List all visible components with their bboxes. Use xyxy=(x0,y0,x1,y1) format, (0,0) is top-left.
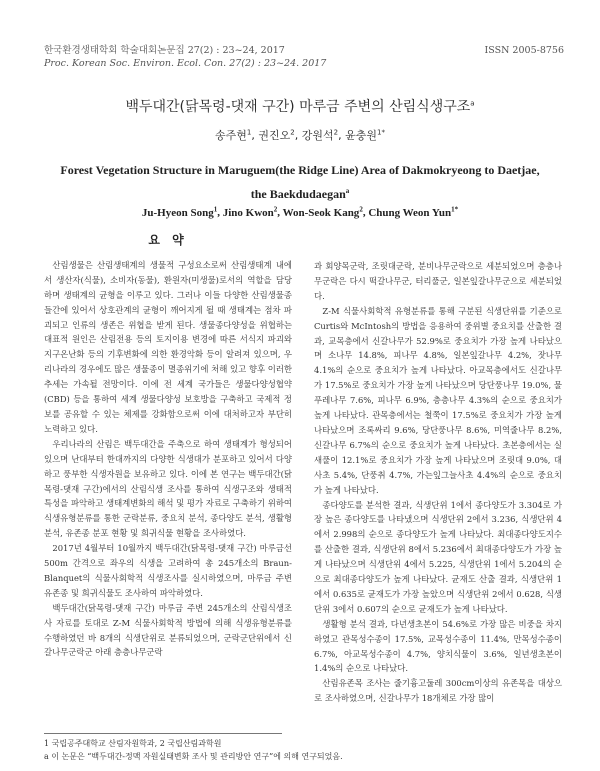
paper-title-ko-text: 백두대간(닭목령-댓재 구간) 마루금 주변의 산림식생구조 xyxy=(125,99,471,115)
footnote-funding: a 이 논문은 “백두대간-정맥 자원실태변화 조사 및 관리방안 연구”에 의해 연구되었음. xyxy=(44,752,343,761)
journal-citation-ko: 한국환경생태학회 학술대회논문집 27(2) : 23~24, 2017 xyxy=(44,45,285,56)
author-ko: 송주현$^1$ xyxy=(215,128,252,142)
body-paragraph: 우리나라의 산림은 백두대간을 주축으로 하여 생태계가 형성되어 있으며 난대부터 한대까지의 다양한 식생대가 분포하고 있어서 다양하고 풍부한 식생자원을 보유하고 있다. 이에 본 연구는 백두대간(닭목령-댓재 구간)에서의 산림식생 조사를 통하여 식생구조와 생태적 특성을 파악하고 생태계변화의 해석 및 평가 자료로 구축하기 위하여 식생유형분류를 통한 군락분류, 중요치 분석, 종다양도 분석, 생활형 분석, 유존종 분포 현황 및 희귀식물 현황을 조사하였다. xyxy=(44,438,292,539)
body-paragraph: 생활형 분석 결과, 다년생초본이 54.6%로 가장 많은 비중을 차지하였고 관목성수종이 17.5%, 교목성수종이 11.4%, 만목성수종이 6.7%, 아교목성수종이 4.7%, 양치식물이 3.6%, 일년생초본이 1.4%의 순으로 나타났다. xyxy=(314,618,562,674)
author-en: Jino Kwon$^2$ xyxy=(222,205,278,219)
abstract-heading: 요 약 xyxy=(148,233,188,247)
journal-header xyxy=(44,44,564,70)
author-en: Won-Seok Kang$^2$ xyxy=(282,205,363,219)
paper-title-ko-sup: a xyxy=(470,99,475,108)
author-list-en: Ju-Hyeon Song$^1$, Jino Kwon$^2$, Won-Seok Kang$^2$, Chung Weon Yun$^{1*}$ xyxy=(141,205,459,219)
author-list-ko: 송주현$^1$, 권진오$^2$, 강원석$^2$, 윤충원$^{1*}$ xyxy=(215,128,385,142)
author-en: Chung Weon Yun$^{1*}$ xyxy=(368,205,459,219)
author-en: Ju-Hyeon Song$^1$ xyxy=(141,205,218,219)
body-column-right xyxy=(314,259,562,706)
author-ko: 윤충원$^{1*}$ xyxy=(345,128,385,142)
paper-title-ko xyxy=(0,96,600,116)
issn: ISSN 2005-8756 xyxy=(484,45,564,56)
body-paragraph: 2017년 4월부터 10월까지 백두대간(닭목령-댓재 구간) 마루금선 500m 간격으로 좌우의 식생을 고려하여 총 245개소의 Braun-Blanquet의 식물사회학적 식생조사를 실시하였으며, 마루금 주변 유존종 및 희귀식물도 조사하여 파악하였다. xyxy=(44,543,292,598)
paper-title-en xyxy=(50,160,550,205)
body-paragraph: Z-M 식물사회학적 유형분류를 통해 구분된 식생단위를 기준으로 Curtis와 McIntosh의 방법을 응용하여 중위별 중요치를 산출한 결과, 교목층에서 신갈나무가 52.9%로 중요치가 가장 높게 나타났으며 소나무 14.8%, 피나무 4.8%, 일본잎갈나무 4.2%, 잣나무 4.1%의 순으로 중요치가 높게 나타났다. 아교목층에서도 신갈나무가 17.5%로 중요치가 가장 높게 나타났으며 당단풍나무 19.0%, 물푸레나무 7.6%, 피나무 6.9%, 층층나무 4.3%의 순으로 중요치가 높게 나타났다. 관목층에서는 철쭉이 17.5%로 중요치가 가장 높게 나타났으며 조록싸리 9.6%, 당단풍나무 8.6%, 미역줄나무 8.2%, 신갈나무 6.7%의 순으로 중요치가 높게 나타났다. 초본층에서는 실새풀이 12.1%로 중요치가 가장 높게 나타났으며 조릿대 9.0%, 대사초 5.4%, 단풍취 4.7%, 가는잎그늘사초 4.4%의 순으로 중요치가 높게 나타났다. xyxy=(314,305,562,495)
footnote-affiliations: 1 국립공주대학교 산림자원학과, 2 국립산림과학원 xyxy=(44,739,222,748)
body-paragraph: 산림유존목 조사는 줄기흉고둘레 300cm이상의 유존목을 대상으로 조사하였으며, 신갈나무가 18개체로 가장 많이 xyxy=(314,678,562,704)
body-paragraph: 종다양도를 분석한 결과, 식생단위 1에서 종다양도가 3.304로 가장 높은 종다양도를 나타냈으며 식생단위 2에서 3.236, 식생단위 4에서 2.998의 순으로 종다양도가 높게 나타났다. 최대종다양도지수를 산출한 결과, 식생단위 8에서 5.236에서 최대종다양도가 가장 높게 나타났으며 식생단위 4에서 5.225, 식생단위 1에서 5.204의 순으로 최대종다양도가 높게 나타났다. 균재도 산출 결과, 식생단위 1에서 0.635로 균재도가 가장 높았으며 식생단위 2에서 0.628, 식생단위 3에서 0.607의 순으로 균재도가 높게 나타났다. xyxy=(314,499,562,614)
body-column-left xyxy=(44,233,292,660)
paper-title-en-line1: Forest Vegetation Structure in Maruguem(the Ridge Line) Area of Dakmokryeong to Daetjae, xyxy=(60,163,540,177)
body-paragraph: 산림생물은 산림생태계의 생물적 구성요소로써 산림생태계 내에서 생산자(식물), 소비자(동물), 환원자(미생물)로서의 역할을 담당하며 생태계의 균형을 이루고 있다. 그러나 이들 다양한 산림생물종들간에 있어서 상호관계의 균형이 깨어지게 될 때 생태계는 점차 파괴되고 인류의 생존은 위협을 받게 된다. 생물종다양성을 위협하는 대표적 원인은 산림전용 등의 토지이용 변경에 따른 서식지 파괴와 지구온난화 등의 기후변화에 의한 환경악화 등이 알려져 있으며, 우리나라의 경우에도 많은 생물종이 멸종위기에 처해 있고 향후 이러한 추세는 가속될 전망이다. 이에 전 세계 국가들은 생물다양성협약(CBD) 등을 통하여 세계 생물다양성 보호방을 구축하고 국제적 정보를 공유할 수 있는 체제를 강화함으로써 이에 대처하고자 부단히 노력하고 있다. xyxy=(44,259,292,434)
journal-citation-en: Proc. Korean Soc. Environ. Ecol. Con. 27(2) : 23~24. 2017 xyxy=(44,58,327,69)
author-ko: 강원석$^2$ xyxy=(301,128,339,142)
paper-title-en-line2: the Baekdudaegan$^a$ xyxy=(250,187,350,201)
body-paragraph: 과 회양목군락, 조릿대군락, 분비나무군락으로 세분되었으며 층층나무군락은 다시 떡갈나무군, 터리풀군, 일본잎갈나무군으로 세분되었다. xyxy=(314,261,562,301)
author-ko: 권진오$^2$ xyxy=(258,128,295,142)
footnote-divider xyxy=(44,733,282,734)
body-paragraph: 백두대간(닭목령-댓재 구간) 마루금 주변 245개소의 산림식생조사 자료를 토대로 Z-M 식물사회학적 방법에 의해 식생유형분류를 수행하였던 바 8개의 식생단위로 분류되었으며, 군락군단위에서 신갈나무군락군 아래 층층나무군락 xyxy=(44,602,292,658)
